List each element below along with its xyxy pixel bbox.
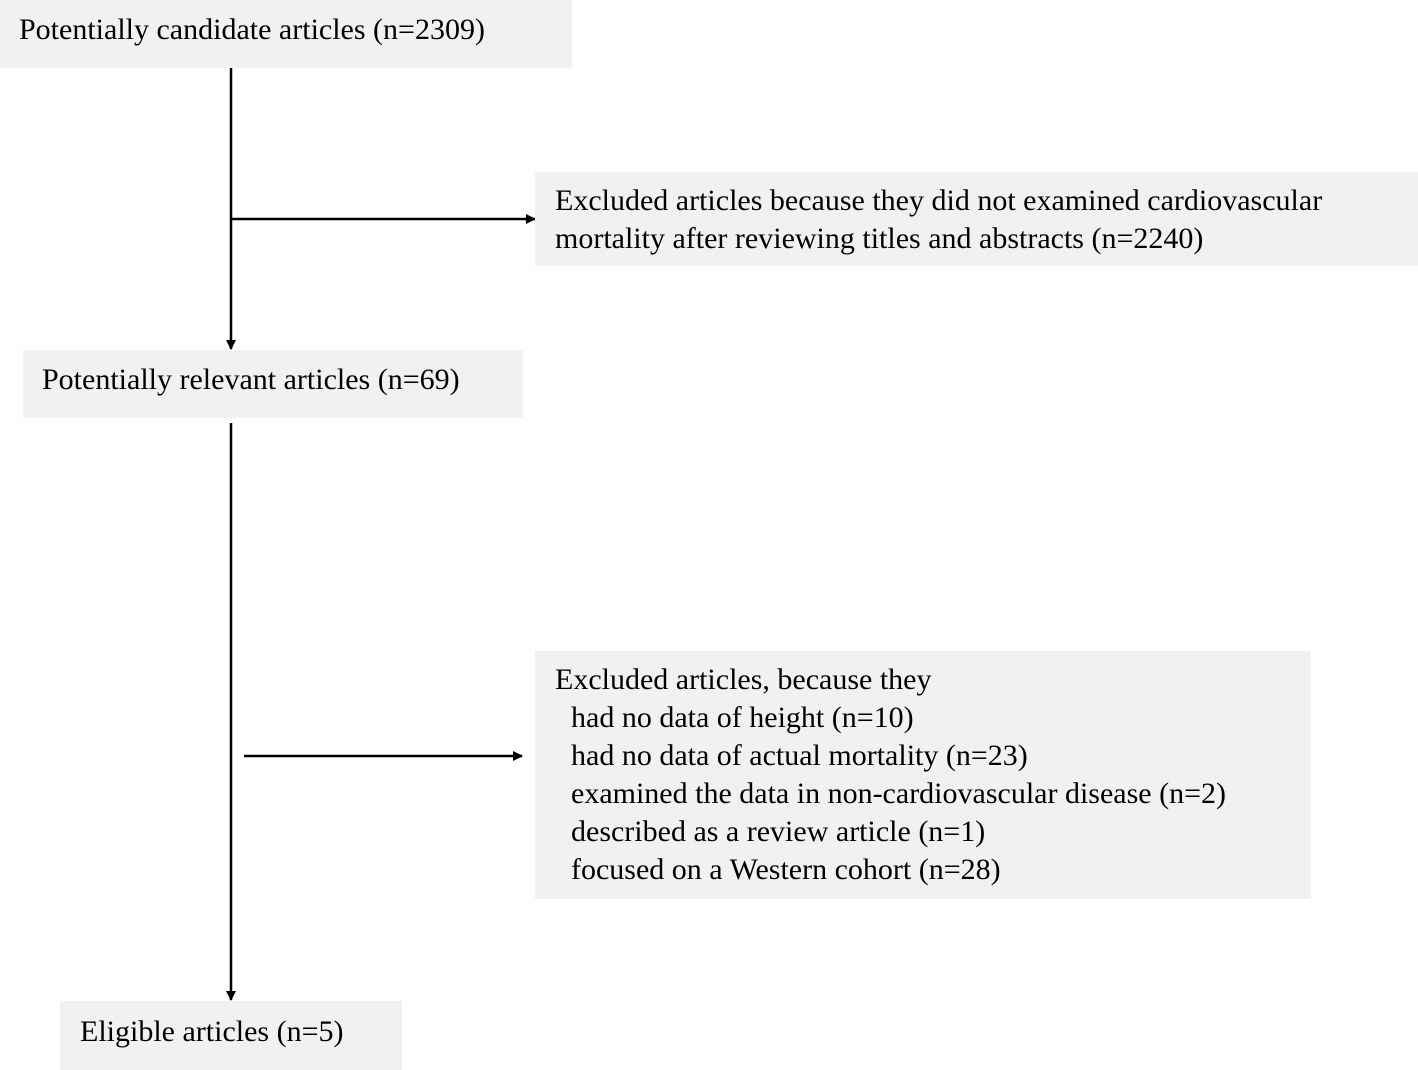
excluded-screening-box	[535, 172, 1418, 266]
exclusion-reason-no-mortality: had no data of actual mortality (n=23)	[571, 739, 1028, 772]
excluded-fulltext-box	[535, 651, 1311, 899]
candidate-articles-box	[0, 0, 572, 68]
excluded-screening-line-1: Excluded articles because they did not examined cardiovascular	[555, 184, 1323, 217]
relevant-articles-box	[23, 350, 523, 418]
excluded-screening-line-2: mortality after reviewing titles and abstracts (n=2240)	[555, 222, 1204, 255]
candidate-articles-text: Potentially candidate articles (n=2309)	[19, 13, 485, 46]
exclusion-reason-non-cardiovascular: examined the data in non-cardiovascular disease (n=2)	[571, 777, 1226, 810]
relevant-articles-text: Potentially relevant articles (n=69)	[42, 363, 460, 396]
eligible-articles-text: Eligible articles (n=5)	[80, 1015, 344, 1048]
eligible-articles-box	[60, 1001, 402, 1070]
exclusion-reason-review-article: described as a review article (n=1)	[571, 815, 986, 848]
exclusion-reason-no-height: had no data of height (n=10)	[571, 701, 914, 734]
excluded-fulltext-heading: Excluded articles, because they	[555, 663, 932, 696]
exclusion-reason-western-cohort: focused on a Western cohort (n=28)	[571, 853, 1001, 886]
